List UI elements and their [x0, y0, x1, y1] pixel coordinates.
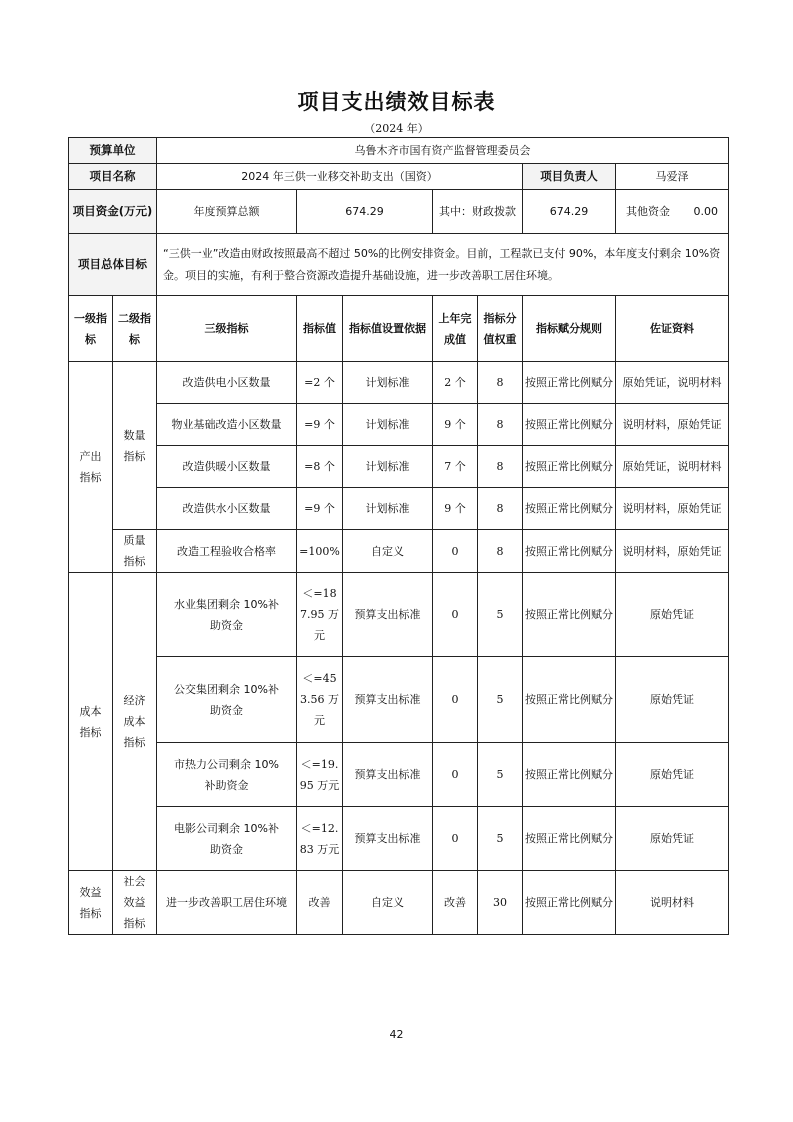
indicator-value: 改善	[297, 871, 343, 935]
indicator-evidence: 原始凭证，说明材料	[616, 362, 729, 404]
indicator-basis: 预算支出标准	[343, 657, 433, 743]
indicator-value: ＜=187.95 万元	[297, 573, 343, 657]
fiscal-label: 其中：财政拨款	[433, 190, 523, 234]
indicator-name: 水业集团剩余 10%补助资金	[157, 573, 297, 657]
funds-row	[69, 190, 729, 234]
header-last-year: 上年完成值	[433, 296, 478, 362]
indicator-last-year: 改善	[433, 871, 478, 935]
indicator-last-year: 9 个	[433, 404, 478, 446]
header-level3: 三级指标	[157, 296, 297, 362]
leader-value: 马爱泽	[616, 164, 729, 190]
indicator-name: 改造工程验收合格率	[157, 530, 297, 573]
header-value: 指标值	[297, 296, 343, 362]
budget-unit-row	[69, 138, 729, 164]
table-row	[69, 530, 729, 573]
table-row	[69, 657, 729, 743]
indicator-last-year: 7 个	[433, 446, 478, 488]
indicator-basis: 预算支出标准	[343, 743, 433, 807]
indicator-weight: 8	[478, 488, 523, 530]
indicator-name: 市热力公司剩余 10%补助资金	[157, 743, 297, 807]
group-output: 产出指标	[69, 362, 113, 573]
indicator-name: 物业基础改造小区数量	[157, 404, 297, 446]
indicator-name: 电影公司剩余 10%补助资金	[157, 807, 297, 871]
indicator-weight: 8	[478, 362, 523, 404]
indicator-last-year: 0	[433, 743, 478, 807]
table-row	[69, 446, 729, 488]
indicator-last-year: 2 个	[433, 362, 478, 404]
group-quantity: 数量指标	[113, 362, 157, 530]
header-level2: 二级指标	[113, 296, 157, 362]
group-quality: 质量指标	[113, 530, 157, 573]
goal-label: 项目总体目标	[69, 234, 157, 296]
indicator-value: =9 个	[297, 488, 343, 530]
budget-unit-value: 乌鲁木齐市国有资产监督管理委员会	[157, 138, 729, 164]
indicator-last-year: 0	[433, 807, 478, 871]
indicator-rule: 按照正常比例赋分	[523, 807, 616, 871]
indicator-evidence: 说明材料，原始凭证	[616, 488, 729, 530]
indicator-evidence: 原始凭证	[616, 573, 729, 657]
header-rule: 指标赋分规则	[523, 296, 616, 362]
indicator-basis: 自定义	[343, 530, 433, 573]
header-weight: 指标分值权重	[478, 296, 523, 362]
indicator-weight: 5	[478, 573, 523, 657]
header-level1: 一级指标	[69, 296, 113, 362]
other-funds-value	[616, 190, 729, 234]
performance-table	[68, 137, 729, 935]
indicator-weight: 8	[478, 530, 523, 573]
indicator-last-year: 9 个	[433, 488, 478, 530]
indicator-value: ＜=12.83 万元	[297, 807, 343, 871]
indicator-name: 公交集团剩余 10%补助资金	[157, 657, 297, 743]
indicator-name: 进一步改善职工居住环境	[157, 871, 297, 935]
page-title: 项目支出绩效目标表	[297, 90, 496, 114]
group-social: 社会效益指标	[113, 871, 157, 935]
funds-label: 项目资金(万元)	[69, 190, 157, 234]
other-funds-amount: 0.00	[693, 205, 719, 218]
annual-total-value: 674.29	[297, 190, 433, 234]
group-cost: 成本指标	[69, 573, 113, 871]
indicator-value: =9 个	[297, 404, 343, 446]
leader-label: 项目负责人	[523, 164, 616, 190]
indicator-evidence: 原始凭证	[616, 657, 729, 743]
budget-unit-label: 预算单位	[69, 138, 157, 164]
indicator-last-year: 0	[433, 657, 478, 743]
page-number: 42	[389, 1028, 404, 1041]
indicator-last-year: 0	[433, 573, 478, 657]
header-evidence: 佐证资料	[616, 296, 729, 362]
fiscal-value: 674.29	[523, 190, 616, 234]
table-row	[69, 573, 729, 657]
goal-row	[69, 234, 729, 296]
header-basis: 指标值设置依据	[343, 296, 433, 362]
indicator-basis: 预算支出标准	[343, 573, 433, 657]
indicator-rule: 按照正常比例赋分	[523, 657, 616, 743]
indicator-evidence: 原始凭证	[616, 743, 729, 807]
indicator-rule: 按照正常比例赋分	[523, 404, 616, 446]
indicator-weight: 8	[478, 404, 523, 446]
year-subtitle: （2024 年）	[364, 122, 429, 135]
indicator-weight: 8	[478, 446, 523, 488]
indicator-evidence: 说明材料，原始凭证	[616, 530, 729, 573]
indicator-rule: 按照正常比例赋分	[523, 871, 616, 935]
group-benefit: 效益指标	[69, 871, 113, 935]
indicator-weight: 30	[478, 871, 523, 935]
project-name-row	[69, 164, 729, 190]
indicator-value: ＜=453.56 万元	[297, 657, 343, 743]
indicator-rule: 按照正常比例赋分	[523, 362, 616, 404]
indicator-value: =100%	[297, 530, 343, 573]
indicator-basis: 计划标准	[343, 404, 433, 446]
indicator-name: 改造供电小区数量	[157, 362, 297, 404]
indicator-weight: 5	[478, 807, 523, 871]
indicator-rule: 按照正常比例赋分	[523, 488, 616, 530]
table-row	[69, 807, 729, 871]
indicator-evidence: 原始凭证，说明材料	[616, 446, 729, 488]
goal-text: “三供一业”改造由财政按照最高不超过 50%的比例安排资金。目前，工程款已支付 90%，本年度支付剩余 10%资金。项目的实施，有利于整合资源改造提升基础设施，进一步改善职工居住环境。	[157, 234, 729, 296]
indicator-rule: 按照正常比例赋分	[523, 446, 616, 488]
indicator-weight: 5	[478, 657, 523, 743]
indicator-name: 改造供暖小区数量	[157, 446, 297, 488]
indicator-value: =2 个	[297, 362, 343, 404]
table-row	[69, 871, 729, 935]
indicator-basis: 计划标准	[343, 488, 433, 530]
project-name-label: 项目名称	[69, 164, 157, 190]
table-row	[69, 362, 729, 404]
table-row	[69, 743, 729, 807]
indicator-rule: 按照正常比例赋分	[523, 743, 616, 807]
header-row	[69, 296, 729, 362]
other-funds-label: 其他资金	[626, 205, 671, 218]
indicator-basis: 自定义	[343, 871, 433, 935]
indicator-basis: 计划标准	[343, 446, 433, 488]
indicator-name: 改造供水小区数量	[157, 488, 297, 530]
indicator-evidence: 说明材料，原始凭证	[616, 404, 729, 446]
indicator-value: ＜=19.95 万元	[297, 743, 343, 807]
table-row	[69, 488, 729, 530]
indicator-evidence: 原始凭证	[616, 807, 729, 871]
table-row	[69, 404, 729, 446]
indicator-basis: 预算支出标准	[343, 807, 433, 871]
project-name-value: 2024 年三供一业移交补助支出（国资）	[157, 164, 523, 190]
group-economic: 经济成本指标	[113, 573, 157, 871]
annual-total-label: 年度预算总额	[157, 190, 297, 234]
indicator-basis: 计划标准	[343, 362, 433, 404]
indicator-last-year: 0	[433, 530, 478, 573]
indicator-rule: 按照正常比例赋分	[523, 530, 616, 573]
indicator-value: =8 个	[297, 446, 343, 488]
indicator-weight: 5	[478, 743, 523, 807]
indicator-rule: 按照正常比例赋分	[523, 573, 616, 657]
indicator-evidence: 说明材料	[616, 871, 729, 935]
